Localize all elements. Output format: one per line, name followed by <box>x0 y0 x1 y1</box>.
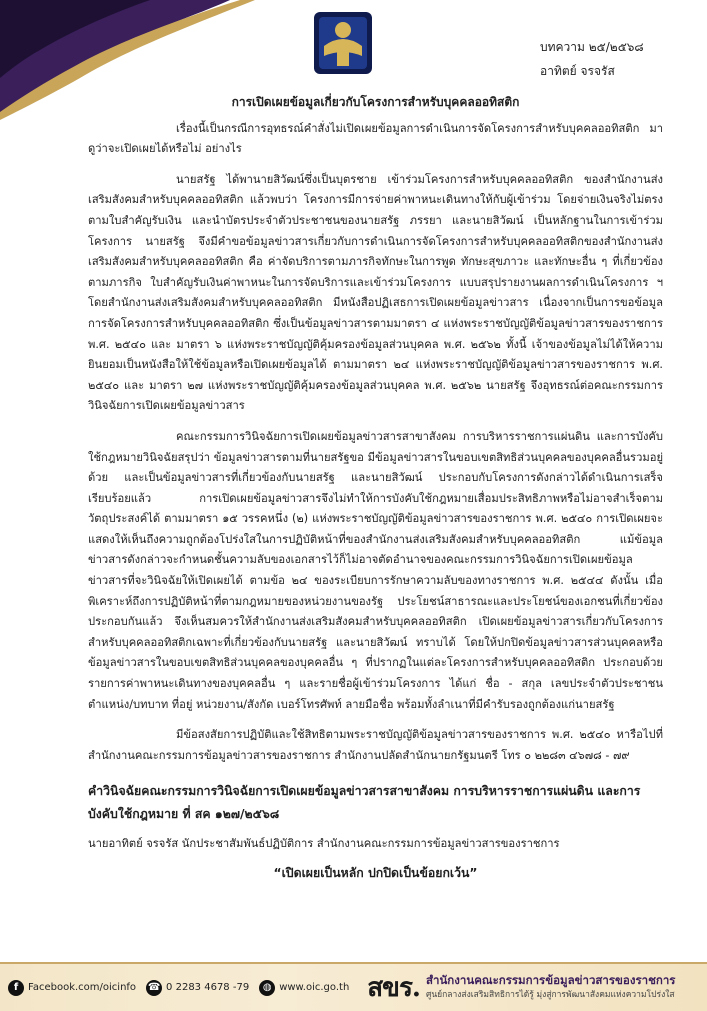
facebook-link[interactable]: Facebook.com/oicinfo <box>28 982 137 993</box>
org-block <box>426 973 676 1003</box>
footer-bar <box>0 962 707 1011</box>
article-number: บทความ ๒๕/๒๕๖๘ <box>540 40 644 54</box>
org-tagline: ศูนย์กลางส่งเสริมสิทธิการได้รู้ มุ่งสู่การพัฒนาสังคมแห่งความโปร่งใส <box>425 989 675 1000</box>
author-name: อาทิตย์ จรจรัส <box>540 64 615 78</box>
paragraph-facts: นายสรัฐ ได้พานายสิวัฒน์ซึ่งเป็นบุตรชาย เข้าร่วมโครงการสำหรับบุคคลออทิสติก ของสำนักงานส่งเสริมสังคมสำหรับบุคคลออทิสติก แล้วพบว่า โครงการมีการจ่ายค่าพาหนะเดินทางให้กับผู้เข้าร่วม โดยจ่ายเงินจริงไม่ตรงตามใบสำคัญรับเงิน และนำบัตรประจำตัวประชาชนของนายสรัฐ ภรรยา และนายสิวัฒน์ เป็นหลักฐานในการเข้าร่วมโครงการ นายสรัฐ จึงมีคำขอข้อมูลข่าวสารเกี่ยวกับการดำเนินการจัดโครงการสำหรับบุคคลออทิสติกของสำนักงานส่งเสริมสังคมสำหรับบุคคลออทิสติก คือ ค่าจัดบริการตามภารกิจทักษะในการพูด ทักษะสุขภาวะ และทักษะอื่น ๆ ที่เกี่ยวข้องตามภารกิจ ใบสำคัญรับเงินค่าพาหนะในการจัดบริการและเข้าร่วมโครงการ แบบสรุปรายงานผลการดำเนินโครงการ ฯ โดยสำนักงานส่งเสริมสังคมสำหรับบุคคลออทิสติก มีหนังสือปฏิเสธการเปิดเผยข้อมูลข่าวสาร เนื่องจากเป็นการขอข้อมูลการจัดโครงการสำหรับบุคคลออทิสติก ซึ่งเป็นข้อมูลข่าวสารตามมาตรา ๔ แห่งพระราชบัญญัติข้อมูลข่าวสารของราชการ พ.ศ. ๒๕๔๐ และ มาตรา ๖ แห่งพระราชบัญญัติคุ้มครองข้อมูลส่วนบุคคล พ.ศ. ๒๕๖๒ ทั้งนี้ เจ้าของข้อมูลไม่ได้ให้ความยินยอมเป็นหนังสือให้ใช้ข้อมูลหรือเปิดเผยข้อมูลได้ ตามมาตรา ๒๔ แห่งพระราชบัญญัติข้อมูลข่าวสารของราชการ พ.ศ. ๒๕๔๐ และ มาตรา ๒๗ แห่งพระราชบัญญัติคุ้มครองข้อมูลส่วนบุคคล พ.ศ. ๒๕๖๒ นายสรัฐ จึงอุทธรณ์ต่อคณะกรรมการวินิจฉัยการเปิดเผยข้อมูลข่าวสาร <box>88 172 663 413</box>
paragraph-contact: มีข้อสงสัยการปฏิบัติและใช้สิทธิตามพระราชบัญญัติข้อมูลข่าวสารของราชการ พ.ศ. ๒๕๔๐ หารือไปที่ สำนักงานคณะกรรมการข้อมูลข่าวสารของราชการ สำนักงานปลัดสำนักนายกรัฐมนตรี โทร ๐ ๒๒๘๓ ๔๖๗๘ - ๗๙ <box>88 728 663 762</box>
oic-logo: สขร. <box>367 973 420 1003</box>
verdict-reference: คำวินิจฉัยคณะกรรมการวินิจฉัยการเปิดเผยข้อมูลข่าวสารสาขาสังคม การบริหารราชการแผ่นดิน และการบังคับใช้กฎหมาย ที่ สค ๑๒๗/๒๕๖๘ <box>88 784 641 822</box>
article-title: การเปิดเผยข้อมูลเกี่ยวกับโครงการสำหรับบุคคลออทิสติก <box>231 95 520 109</box>
phone-icon: ☎ <box>146 980 162 996</box>
article-body <box>88 92 663 884</box>
paragraph-intro: เรื่องนี้เป็นกรณีการอุทธรณ์คำสั่งไม่เปิดเผยข้อมูลการดำเนินการจัดโครงการสำหรับบุคคลออทิสติก มาดูว่าจะเปิดเผยได้หรือไม่ อย่างไร <box>88 121 663 156</box>
facebook-icon: f <box>8 980 24 996</box>
phone-number: 0 2283 4678 -79 <box>166 982 250 993</box>
globe-icon: ◍ <box>259 980 275 996</box>
garuda-seal-icon <box>310 8 376 78</box>
org-name: สำนักงานคณะกรรมการข้อมูลข่าวสารของราชการ <box>425 972 676 987</box>
footer-facebook[interactable] <box>8 980 136 996</box>
motto: “เปิดเผยเป็นหลัก ปกปิดเป็นข้อยกเว้น” <box>273 866 478 880</box>
website-link[interactable]: www.oic.go.th <box>279 982 350 993</box>
footer-phone <box>146 980 249 996</box>
footer-website[interactable] <box>259 980 349 996</box>
byline: นายอาทิตย์ จรจรัส นักประชาสัมพันธ์ปฏิบัติการ สำนักงานคณะกรรมการข้อมูลข่าวสารของราชการ <box>88 837 560 851</box>
paragraph-ruling: คณะกรรมการวินิจฉัยการเปิดเผยข้อมูลข่าวสารสาขาสังคม การบริหารราชการแผ่นดิน และการบังคับใช้กฎหมายวินิจฉัยสรุปว่า ข้อมูลข่าวสารตามที่นายสรัฐขอ มีข้อมูลข่าวสารในขอบเขตสิทธิส่วนบุคคลของบุคคลอื่นรวมอยู่ด้วย และเป็นข้อมูลข่าวสารที่เกี่ยวข้องกับนายสรัฐ และนายสิวัฒน์ ประกอบกับโครงการดังกล่าวได้ดำเนินการเสร็จเรียบร้อยแล้ว การเปิดเผยข้อมูลข่าวสารจึงไม่ทำให้การบังคับใช้กฎหมายเสื่อมประสิทธิภาพหรือไม่อาจสำเร็จตามวัตถุประสงค์ได้ ตามมาตรา ๑๕ วรรคหนึ่ง (๒) แห่งพระราชบัญญัติข้อมูลข่าวสารของราชการ พ.ศ. ๒๕๔๐ การเปิดเผยจะแสดงให้เห็นถึงความถูกต้องโปร่งใสในการปฏิบัติหน้าที่ของสำนักงานส่งเสริมสังคมสำหรับบุคคลออทิสติก แม้ข้อมูลข่าวสารดังกล่าวจะกำหนดชั้นความลับของเอกสารไว้ก็ไม่อาจตัดอำนาจของคณะกรรมการวินิจฉัยการเปิดเผยข้อมูลข่าวสารที่จะวินิจฉัยให้เปิดเผยได้ ตามข้อ ๒๔ ของระเบียบการรักษาความลับของทางราชการ พ.ศ. ๒๕๔๔ ดังนั้น เมื่อพิเคราะห์ถึงการปฏิบัติหน้าที่ตามกฎหมายของหน่วยงานของรัฐ ประโยชน์สาธารณะและประโยชน์ของเอกชนที่เกี่ยวข้องประกอบกันแล้ว จึงเห็นสมควรให้สำนักงานส่งเสริมสังคมสำหรับบุคคลออทิสติก เปิดเผยข้อมูลข่าวสารเกี่ยวกับโครงการสำหรับบุคคลออทิสติกเฉพาะที่เกี่ยวข้องกับนายสรัฐ และนายสิวัฒน์ ทราบได้ โดยให้ปกปิดข้อมูลข่าวสารส่วนบุคคลหรือข้อมูลข่าวสารในขอบเขตสิทธิส่วนบุคคลของบุคคลอื่น ๆ ที่ปรากฏในแต่ละโครงการสำหรับบุคคลออทิสติก ประกอบด้วยรายการค่าพาหนะเดินทางของบุคคลอื่น ๆ และรายชื่อผู้เข้าร่วมโครงการ ได้แก่ ชื่อ - สกุล เลขประจำตัวประชาชน ตำแหน่ง/บทบาท ที่อยู่ หน่วยงาน/สังกัด เบอร์โทรศัพท์ ลายมือชื่อ พร้อมทั้งลำเนาที่มีคำรับรองถูกต้องแก่นายสรัฐ <box>88 429 663 711</box>
